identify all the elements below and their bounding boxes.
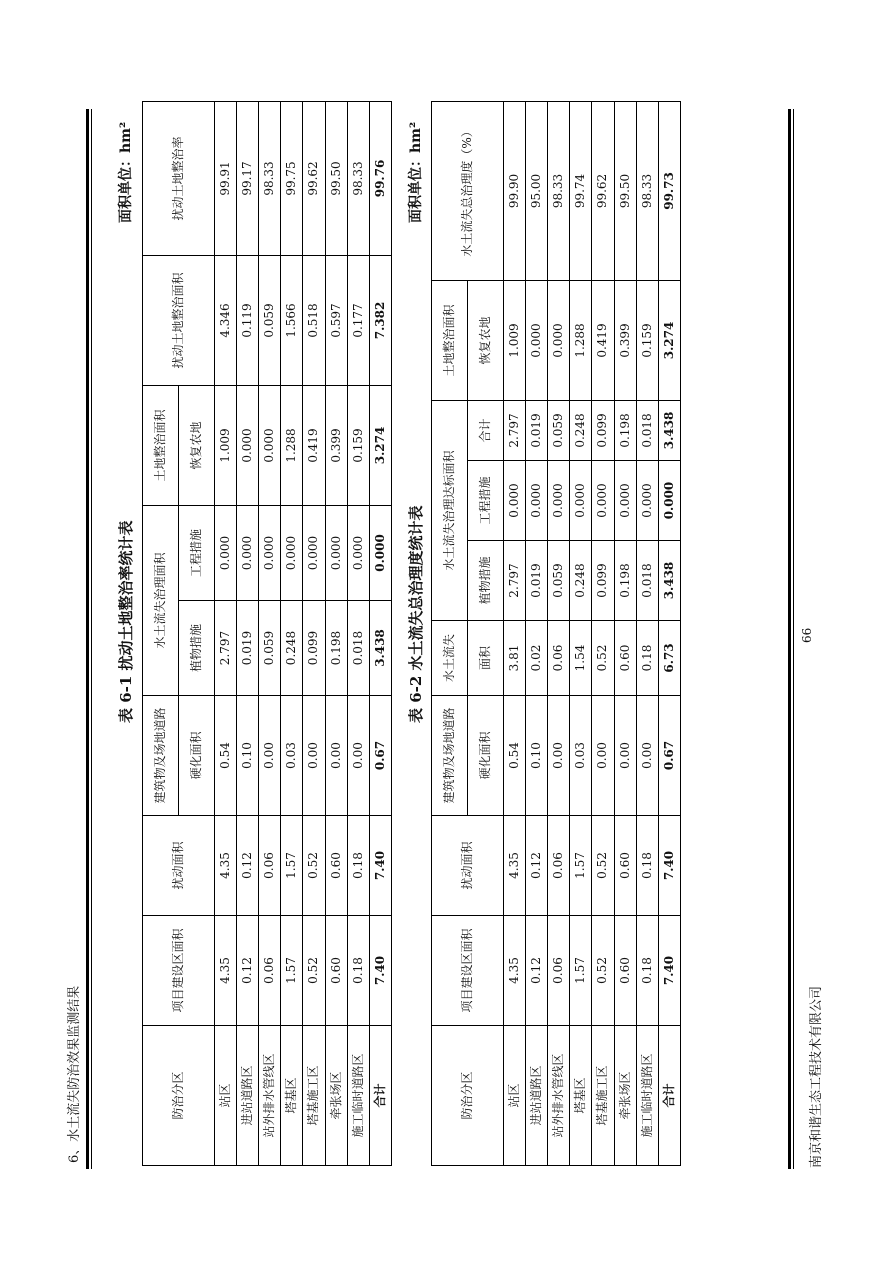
cell-sum: 0.198 [614, 400, 636, 460]
cell-project-area: 0.06 [259, 916, 281, 1026]
cell-zone: 施工临时道路区 [636, 1026, 658, 1166]
cell-rect-area: 1.566 [281, 255, 303, 385]
cell-zone: 站外排水管线区 [259, 1026, 281, 1166]
cell-farmland: 0.000 [237, 385, 259, 505]
page-number: 66 [800, 627, 814, 643]
cell-farmland: 3.274 [369, 385, 391, 505]
cell-farmland: 0.399 [614, 280, 636, 400]
cell-plant: 0.248 [570, 541, 592, 621]
table-row [614, 101, 636, 1165]
cell-farmland: 1.009 [214, 385, 236, 505]
cell-plant: 0.018 [347, 601, 369, 696]
table-row [303, 101, 325, 1165]
table1-title: 表 6-1 扰动土地整治率统计表 [117, 520, 135, 723]
cell-disturbed: 0.52 [592, 816, 614, 916]
cell-rate: 99.62 [303, 101, 325, 255]
table2-body [503, 101, 680, 1165]
table1-unit: 面积单位：hm² [118, 121, 134, 223]
header-hardened: 硬化面积 [178, 696, 214, 816]
cell-rate: 99.62 [592, 101, 614, 280]
cell-disturbed: 4.35 [503, 816, 525, 916]
header-loss-group: 水土流失 [432, 621, 468, 696]
cell-zone: 塔基区 [570, 1026, 592, 1166]
header-sum: 合计 [467, 400, 503, 460]
cell-farmland: 0.000 [526, 280, 548, 400]
cell-zone: 进站道路区 [526, 1026, 548, 1166]
footer-rule [788, 109, 791, 1169]
cell-project-area: 4.35 [214, 916, 236, 1026]
cell-disturbed: 1.57 [570, 816, 592, 916]
cell-rate: 95.00 [526, 101, 548, 280]
cell-farmland: 0.159 [347, 385, 369, 505]
cell-eng: 0.000 [570, 461, 592, 541]
cell-plant: 0.198 [325, 601, 347, 696]
cell-disturbed: 0.12 [526, 816, 548, 916]
cell-rect-area: 0.597 [325, 255, 347, 385]
header-control-group: 水土流失治理达标面积 [432, 400, 468, 620]
cell-eng: 0.000 [214, 505, 236, 600]
cell-disturbed: 1.57 [281, 816, 303, 916]
cell-hardened: 0.10 [526, 696, 548, 816]
cell-rate: 99.74 [570, 101, 592, 280]
cell-zone: 合计 [369, 1026, 391, 1166]
section-header: 6、水土流失防治效果监测结果 [67, 985, 82, 1163]
cell-hardened: 0.54 [503, 696, 525, 816]
header-land-group: 土地整治面积 [432, 280, 468, 400]
table1-body [214, 101, 391, 1165]
header-rect-area: 扰动土地整治面积 [143, 255, 215, 385]
cell-hardened: 0.00 [614, 696, 636, 816]
cell-hardened: 0.00 [303, 696, 325, 816]
cell-eng: 0.000 [237, 505, 259, 600]
cell-project-area: 0.18 [636, 916, 658, 1026]
header-hardened: 硬化面积 [467, 696, 503, 816]
cell-hardened: 0.00 [347, 696, 369, 816]
cell-rate: 98.33 [548, 101, 570, 280]
cell-rect-area: 0.059 [259, 255, 281, 385]
header-farmland: 恢复农地 [467, 280, 503, 400]
cell-disturbed: 0.06 [548, 816, 570, 916]
cell-hardened: 0.00 [592, 696, 614, 816]
cell-loss: 0.52 [592, 621, 614, 696]
cell-rate: 98.33 [259, 101, 281, 255]
cell-eng: 0.000 [658, 461, 680, 541]
cell-eng: 0.000 [548, 461, 570, 541]
cell-sum: 0.018 [636, 400, 658, 460]
cell-rate: 98.33 [636, 101, 658, 280]
cell-plant: 0.019 [526, 541, 548, 621]
cell-farmland: 0.419 [303, 385, 325, 505]
table-row [347, 101, 369, 1165]
cell-disturbed: 0.60 [325, 816, 347, 916]
cell-plant: 2.797 [503, 541, 525, 621]
cell-plant: 0.248 [281, 601, 303, 696]
table-row [237, 101, 259, 1165]
cell-eng: 0.000 [526, 461, 548, 541]
cell-disturbed: 0.60 [614, 816, 636, 916]
cell-eng: 0.000 [369, 505, 391, 600]
cell-plant: 0.198 [614, 541, 636, 621]
cell-sum: 0.019 [526, 400, 548, 460]
header-eng: 工程措施 [467, 461, 503, 541]
cell-hardened: 0.10 [237, 696, 259, 816]
table-row [570, 101, 592, 1165]
company-name: 南京和谐生态工程技术有限公司 [809, 985, 824, 1168]
cell-project-area: 1.57 [570, 916, 592, 1026]
cell-disturbed: 0.06 [259, 816, 281, 916]
cell-project-area: 1.57 [281, 916, 303, 1026]
cell-eng: 0.000 [503, 461, 525, 541]
cell-project-area: 4.35 [503, 916, 525, 1026]
cell-farmland: 0.419 [592, 280, 614, 400]
table-row [259, 101, 281, 1165]
cell-loss: 0.18 [636, 621, 658, 696]
header-rate: 水土流失总治理度（%） [432, 101, 504, 280]
cell-sum: 0.248 [570, 400, 592, 460]
header-plant: 植物措施 [178, 601, 214, 696]
cell-hardened: 0.67 [658, 696, 680, 816]
table-row [325, 101, 347, 1165]
cell-farmland: 1.288 [570, 280, 592, 400]
cell-rect-area: 0.177 [347, 255, 369, 385]
cell-zone: 进站道路区 [237, 1026, 259, 1166]
cell-plant: 2.797 [214, 601, 236, 696]
table-row [281, 101, 303, 1165]
header-zone: 防治分区 [143, 1026, 215, 1166]
cell-disturbed: 4.35 [214, 816, 236, 916]
cell-project-area: 0.60 [614, 916, 636, 1026]
header-disturbed: 扰动面积 [432, 816, 504, 916]
cell-hardened: 0.67 [369, 696, 391, 816]
cell-rate: 99.75 [281, 101, 303, 255]
cell-hardened: 0.03 [570, 696, 592, 816]
cell-project-area: 0.12 [526, 916, 548, 1026]
cell-plant: 0.099 [592, 541, 614, 621]
cell-rate: 99.76 [369, 101, 391, 255]
cell-disturbed: 0.18 [347, 816, 369, 916]
table-total-row [369, 101, 391, 1165]
header-hardened-group: 建筑物及场地道路 [432, 696, 468, 816]
cell-rect-area: 4.346 [214, 255, 236, 385]
cell-plant: 0.059 [259, 601, 281, 696]
cell-loss: 0.60 [614, 621, 636, 696]
table-6-1 [142, 101, 392, 1166]
cell-eng: 0.000 [303, 505, 325, 600]
table-row [636, 101, 658, 1165]
cell-loss: 0.06 [548, 621, 570, 696]
cell-farmland: 0.000 [548, 280, 570, 400]
cell-loss: 3.81 [503, 621, 525, 696]
cell-disturbed: 0.18 [636, 816, 658, 916]
cell-zone: 塔基施工区 [592, 1026, 614, 1166]
header-rule [86, 109, 89, 1169]
cell-sum: 2.797 [503, 400, 525, 460]
cell-farmland: 0.399 [325, 385, 347, 505]
header-control-group: 水土流失治理面积 [143, 505, 179, 695]
footer-rule-thin [793, 109, 794, 1169]
cell-plant: 0.059 [548, 541, 570, 621]
cell-hardened: 0.54 [214, 696, 236, 816]
cell-rate: 99.50 [325, 101, 347, 255]
cell-eng: 0.000 [281, 505, 303, 600]
header-project-area: 项目建设区面积 [432, 916, 504, 1026]
cell-rate: 98.33 [347, 101, 369, 255]
cell-eng: 0.000 [347, 505, 369, 600]
cell-rate: 99.50 [614, 101, 636, 280]
table2-title: 表 6-2 水土流失总治理度统计表 [407, 505, 425, 723]
cell-hardened: 0.00 [259, 696, 281, 816]
cell-zone: 站区 [503, 1026, 525, 1166]
cell-rect-area: 7.382 [369, 255, 391, 385]
cell-rect-area: 0.119 [237, 255, 259, 385]
cell-plant: 3.438 [369, 601, 391, 696]
cell-project-area: 7.40 [658, 916, 680, 1026]
cell-eng: 0.000 [592, 461, 614, 541]
cell-rate: 99.17 [237, 101, 259, 255]
cell-disturbed: 0.52 [303, 816, 325, 916]
cell-farmland: 0.159 [636, 280, 658, 400]
cell-rate: 99.73 [658, 101, 680, 280]
cell-sum: 3.438 [658, 400, 680, 460]
cell-disturbed: 7.40 [369, 816, 391, 916]
cell-project-area: 7.40 [369, 916, 391, 1026]
cell-zone: 塔基施工区 [303, 1026, 325, 1166]
table-row [592, 101, 614, 1165]
cell-plant: 0.019 [237, 601, 259, 696]
header-eng: 工程措施 [178, 505, 214, 600]
cell-hardened: 0.00 [636, 696, 658, 816]
cell-zone: 站区 [214, 1026, 236, 1166]
cell-plant: 0.099 [303, 601, 325, 696]
cell-zone: 塔基区 [281, 1026, 303, 1166]
header-farmland: 恢复农地 [178, 385, 214, 505]
cell-farmland: 1.288 [281, 385, 303, 505]
cell-sum: 0.059 [548, 400, 570, 460]
header-zone: 防治分区 [432, 1026, 504, 1166]
cell-zone: 合计 [658, 1026, 680, 1166]
cell-hardened: 0.00 [548, 696, 570, 816]
cell-loss: 1.54 [570, 621, 592, 696]
table2-unit: 面积单位：hm² [408, 121, 424, 223]
header-land-group: 土地整治面积 [143, 385, 179, 505]
cell-project-area: 0.52 [592, 916, 614, 1026]
cell-eng: 0.000 [636, 461, 658, 541]
header-plant: 植物措施 [467, 541, 503, 621]
cell-farmland: 1.009 [503, 280, 525, 400]
table-total-row [658, 101, 680, 1165]
cell-eng: 0.000 [325, 505, 347, 600]
cell-project-area: 0.06 [548, 916, 570, 1026]
cell-project-area: 0.12 [237, 916, 259, 1026]
header-disturbed: 扰动面积 [143, 816, 215, 916]
header-project-area: 项目建设区面积 [143, 916, 215, 1026]
cell-farmland: 0.000 [259, 385, 281, 505]
cell-rect-area: 0.518 [303, 255, 325, 385]
cell-rate: 99.91 [214, 101, 236, 255]
cell-zone: 牵张场区 [614, 1026, 636, 1166]
table-row [526, 101, 548, 1165]
cell-hardened: 0.00 [325, 696, 347, 816]
cell-plant: 3.438 [658, 541, 680, 621]
cell-disturbed: 0.12 [237, 816, 259, 916]
table-6-2 [431, 101, 681, 1166]
header-hardened-group: 建筑物及场地道路 [143, 696, 179, 816]
header-loss: 面积 [467, 621, 503, 696]
table-row [214, 101, 236, 1165]
cell-zone: 站外排水管线区 [548, 1026, 570, 1166]
header-rate: 扰动土地整治率 [143, 101, 215, 255]
table-row [548, 101, 570, 1165]
cell-plant: 0.018 [636, 541, 658, 621]
cell-zone: 施工临时道路区 [347, 1026, 369, 1166]
cell-eng: 0.000 [259, 505, 281, 600]
cell-project-area: 0.18 [347, 916, 369, 1026]
cell-disturbed: 7.40 [658, 816, 680, 916]
cell-hardened: 0.03 [281, 696, 303, 816]
header-rule-thin [91, 109, 92, 1169]
cell-farmland: 3.274 [658, 280, 680, 400]
cell-loss: 6.73 [658, 621, 680, 696]
cell-project-area: 0.60 [325, 916, 347, 1026]
cell-zone: 牵张场区 [325, 1026, 347, 1166]
cell-rate: 99.90 [503, 101, 525, 280]
cell-loss: 0.02 [526, 621, 548, 696]
cell-project-area: 0.52 [303, 916, 325, 1026]
table-row [503, 101, 525, 1165]
cell-eng: 0.000 [614, 461, 636, 541]
cell-sum: 0.099 [592, 400, 614, 460]
